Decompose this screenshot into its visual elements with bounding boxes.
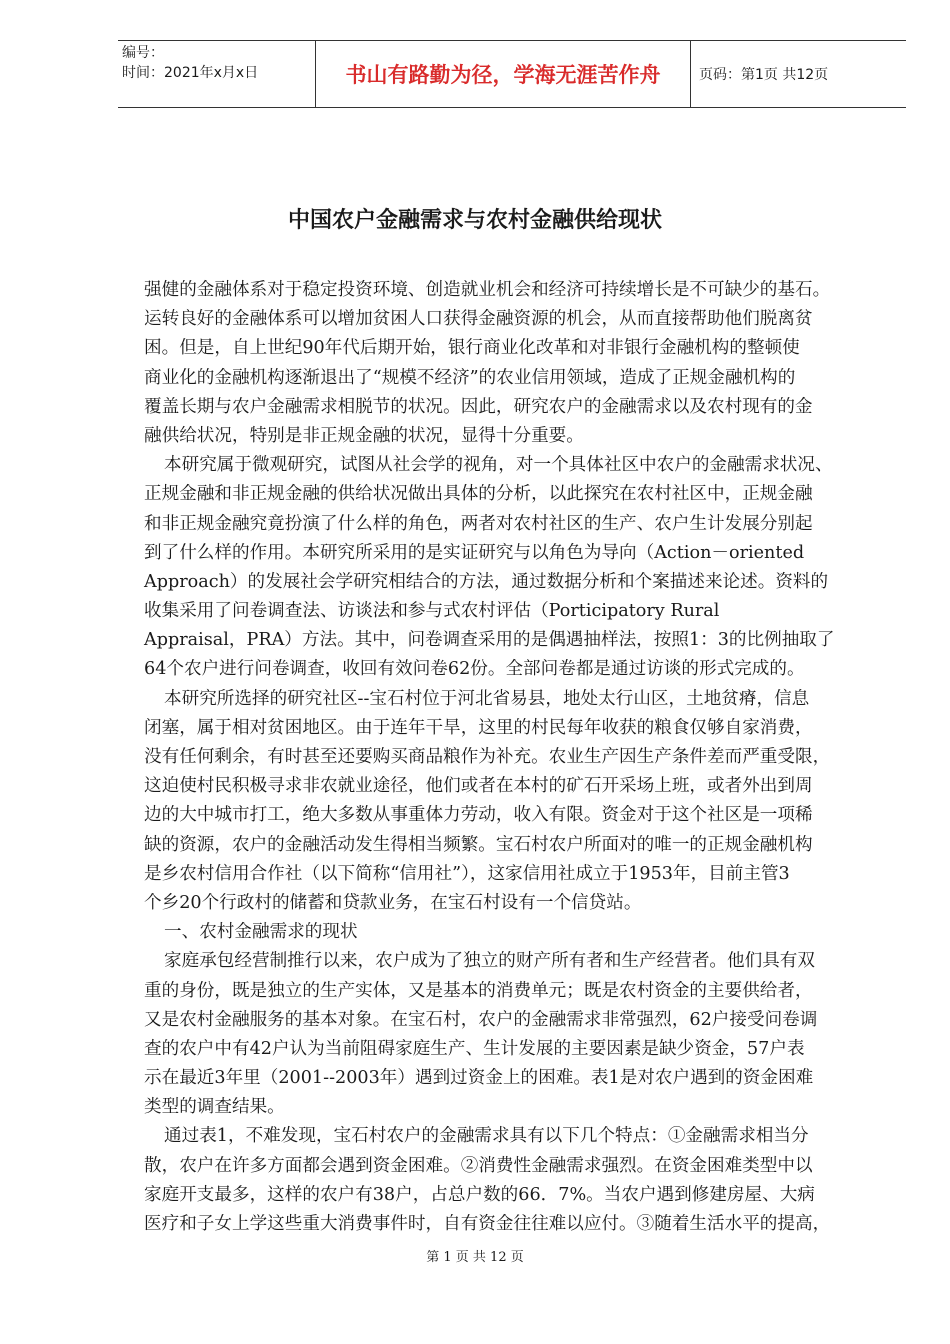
body-text-line: 这迫使村民积极寻求非农就业途径，他们或者在本村的矿石开采场上班，或者外出到周 <box>144 776 813 797</box>
body-text-line: 闭塞，属于相对贫困地区。由于连年干旱，这里的村民每年收获的粮食仅够自家消费， <box>144 717 813 738</box>
body-text-line: 本研究所选择的研究社区--宝石村位于河北省易县，地处太行山区，土地贫瘠，信息 <box>164 688 810 709</box>
body-text-line: 一、农村金融需求的现状 <box>164 922 358 943</box>
document-time-label: 时间：2021年x月x日 <box>122 65 259 81</box>
body-text-line: 家庭开支最多，这样的农户有38户，占总户数的66．7%。当农户遇到修建房屋、大病 <box>144 1184 815 1205</box>
page-header <box>118 40 906 108</box>
body-text-line: 正规金融和非正规金融的供给状况做出具体的分析，以此探究在农村社区中，正规金融 <box>144 484 813 505</box>
body-text-line: 又是农村金融服务的基本对象。在宝石村，农户的金融需求非常强烈，62户接受问卷调 <box>144 1009 818 1030</box>
body-text-line: 医疗和子女上学这些重大消费事件时，自有资金往往难以应付。③随着生活水平的提高， <box>144 1214 831 1234</box>
body-text-line: 没有任何剩余，有时甚至还要购买商品粮作为补充。农业生产因生产条件差而严重受限， <box>144 747 831 767</box>
body-text-line: 查的农户中有42户认为当前阻碍家庭生产、生计发展的主要因素是缺少资金，57户表 <box>144 1038 805 1059</box>
body-text-line: 融供给状况，特别是非正规金融的状况，显得十分重要。 <box>144 425 584 446</box>
body-text-line: 重的身份，既是独立的生产实体，又是基本的消费单元；既是农村资金的主要供给者， <box>144 980 813 1001</box>
body-text-line: 散，农户在许多方面都会遇到资金困难。②消费性金融需求强烈。在资金困难类型中以 <box>144 1155 813 1176</box>
body-text-line: 是乡农村信用合作社（以下简称“信用社”），这家信用社成立于1953年，目前主管3 <box>144 863 790 884</box>
body-text-line: 强健的金融体系对于稳定投资环境、创造就业机会和经济可持续增长是不可缺少的基石。 <box>144 280 831 300</box>
body-text-line: 商业化的金融机构逐渐退出了“规模不经济”的农业信用领域，造成了正规金融机构的 <box>144 367 796 388</box>
body-text-line: 64个农户进行问卷调查，收回有效问卷62份。全部问卷都是通过访谈的形式完成的。 <box>144 659 805 680</box>
body-text-line: 边的大中城市打工，绝大多数从事重体力劳动，收入有限。资金对于这个社区是一项稀 <box>144 805 813 826</box>
body-text-line: 缺的资源，农户的金融活动发生得相当频繁。宝石村农户所面对的唯一的正规金融机构 <box>144 834 813 855</box>
body-text-line: 困。但是，自上世纪90年代后期开始，银行商业化改革和对非银行金融机构的整顿使 <box>144 338 800 359</box>
page-footer: 第 1 页 共 12 页 <box>426 1250 524 1265</box>
body-text-line: 和非正规金融究竟扮演了什么样的角色，两者对农村社区的生产、农户生计发展分别起 <box>144 513 813 534</box>
header-motto: 书山有路勤为径，学海无涯苦作舟 <box>316 41 691 107</box>
body-text-line: 收集采用了问卷调查法、访谈法和参与式农村评估（Porticipatory Rural <box>144 601 720 622</box>
document-number-label: 编号： <box>122 45 164 61</box>
body-text-line: 家庭承包经营制推行以来，农户成为了独立的财产所有者和生产经营者。他们具有双 <box>164 951 815 972</box>
body-text-line: Appraisal，PRA）方法。其中，问卷调查采用的是偶遇抽样法，按照1：3的比例抽取了 <box>144 630 835 651</box>
body-text-line: 运转良好的金融体系可以增加贫困人口获得金融资源的机会，从而直接帮助他们脱离贫 <box>144 309 813 330</box>
body-text-line: 覆盖长期与农户金融需求相脱节的状况。因此，研究农户的金融需求以及农村现有的金 <box>144 396 813 417</box>
body-text-line: 本研究属于微观研究，试图从社会学的视角，对一个具体社区中农户的金融需求状况、 <box>164 455 833 476</box>
document-title: 中国农户金融需求与农村金融供给现状 <box>287 208 662 233</box>
header-meta <box>118 41 316 107</box>
body-text-line: 个乡20个行政村的储蓄和贷款业务，在宝石村设有一个信贷站。 <box>144 892 642 913</box>
header-page-label: 页码：第1页 共12页 <box>699 67 829 83</box>
body-text-line: 到了什么样的作用。本研究所采用的是实证研究与以角色为导向（Action－oriented <box>144 542 805 563</box>
body-text-line: 通过表1，不难发现，宝石村农户的金融需求具有以下几个特点：①金融需求相当分 <box>164 1126 809 1147</box>
body-text-line: 类型的调查结果。 <box>144 1097 285 1118</box>
document-body <box>144 276 884 1239</box>
body-text-line: Approach）的发展社会学研究相结合的方法，通过数据分析和个案描述来论述。资料的 <box>144 571 829 592</box>
body-text-line: 示在最近3年里（2001--2003年）遇到过资金上的困难。表1是对农户遇到的资金困难 <box>144 1068 814 1089</box>
